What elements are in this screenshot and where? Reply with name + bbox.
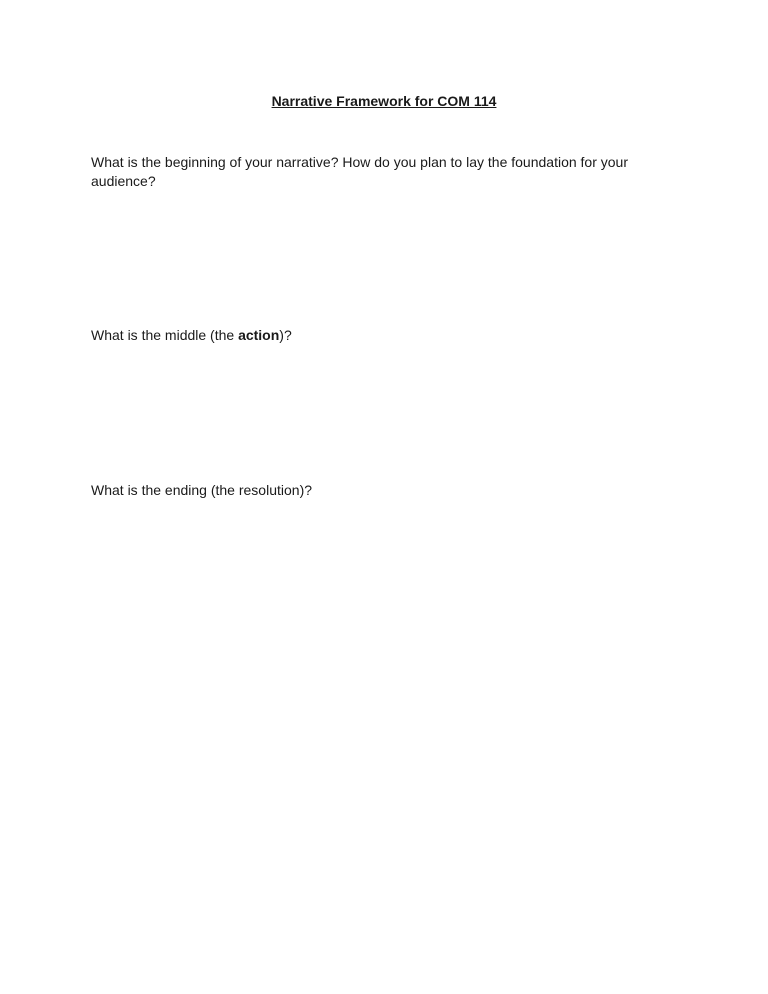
question-beginning: What is the beginning of your narrative? How do you plan to lay the foundation for your audience?	[91, 154, 628, 189]
question-middle-prefix: What is the middle (the	[91, 327, 239, 343]
question-middle	[91, 326, 681, 345]
question-middle-emphasis: action	[238, 327, 280, 343]
question-ending: What is the ending (the resolution)?	[91, 482, 313, 498]
question-middle-suffix: )?	[279, 327, 292, 343]
document-title: Narrative Framework for COM 114	[271, 93, 497, 109]
